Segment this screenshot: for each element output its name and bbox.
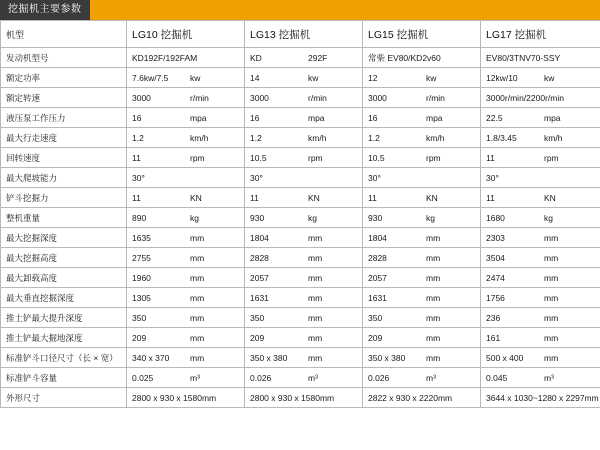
value: 350 [368, 312, 383, 323]
value: 0.045 [486, 372, 508, 383]
value: 16 [132, 112, 142, 123]
cell-value [363, 188, 481, 208]
value: 30° [250, 172, 263, 183]
cell-value [127, 388, 245, 408]
unit: m³ [190, 372, 200, 383]
value: 10.5 [368, 152, 385, 163]
table-row [1, 208, 600, 228]
value: 常柴 EV80/KD2v60 [368, 52, 441, 63]
row-label: 回转速度 [1, 148, 127, 168]
cell-value [245, 68, 363, 88]
value: 16 [368, 112, 378, 123]
value: 1631 [250, 292, 269, 303]
unit: mm [308, 252, 323, 263]
cell-value [363, 348, 481, 368]
cell-value [481, 388, 600, 408]
table-row [1, 308, 600, 328]
value: KD192F/192FAM [132, 52, 198, 63]
cell-value [127, 208, 245, 228]
table-row [1, 328, 600, 348]
cell-value [127, 328, 245, 348]
value: 2303 [486, 232, 505, 243]
value: 11 [368, 192, 377, 203]
row-label-header: 机型 [1, 21, 127, 48]
cell-value [363, 168, 481, 188]
row-label: 标准铲斗口径尺寸（长 × 宽） [1, 348, 127, 368]
cell-value [245, 188, 363, 208]
spec-table-body [1, 21, 600, 408]
cell-value [127, 68, 245, 88]
cell-value [363, 328, 481, 348]
unit: mpa [190, 112, 207, 123]
unit: mm [426, 272, 441, 283]
value: 340 x 370 [132, 352, 170, 363]
row-label: 最大卸载高度 [1, 268, 127, 288]
value: 350 [132, 312, 147, 323]
table-row [1, 108, 600, 128]
cell-value [363, 368, 481, 388]
cell-value [481, 188, 600, 208]
cell-value [481, 228, 600, 248]
row-label: 最大挖掘高度 [1, 248, 127, 268]
cell-value [481, 368, 600, 388]
row-label: 额定功率 [1, 68, 127, 88]
value: 16 [250, 112, 260, 123]
unit: r/min [426, 92, 445, 103]
row-label: 最大挖掘深度 [1, 228, 127, 248]
unit: kg [190, 212, 199, 223]
cell-value [363, 308, 481, 328]
cell-value [481, 128, 600, 148]
value: 1631 [368, 292, 387, 303]
row-label: 额定转速 [1, 88, 127, 108]
value: 30° [486, 172, 499, 183]
table-row [1, 248, 600, 268]
cell-value [481, 168, 600, 188]
value: 1756 [486, 292, 505, 303]
cell-value [127, 248, 245, 268]
table-row [1, 268, 600, 288]
row-label: 铲斗挖掘力 [1, 188, 127, 208]
row-label: 标准铲斗容量 [1, 368, 127, 388]
cell-value [481, 328, 600, 348]
value: 12kw/10 [486, 72, 518, 83]
cell-value [481, 268, 600, 288]
cell-value [245, 48, 363, 68]
header-accent-bar [90, 0, 600, 20]
cell-value [127, 288, 245, 308]
cell-value [245, 168, 363, 188]
unit: mm [426, 232, 441, 243]
value: 2828 [368, 252, 387, 263]
unit: mm [544, 292, 559, 303]
value: 350 x 380 [250, 352, 288, 363]
unit: kg [308, 212, 317, 223]
unit: mm [190, 272, 205, 283]
unit: mpa [308, 112, 325, 123]
cell-value [363, 148, 481, 168]
table-row [1, 68, 600, 88]
cell-value [481, 48, 600, 68]
unit: mm [544, 252, 559, 263]
page-header [0, 0, 600, 20]
value: 1.2 [250, 132, 262, 143]
cell-value [245, 388, 363, 408]
unit: mm [190, 232, 205, 243]
value: 2800 x 930 x 1580mm [132, 392, 217, 403]
unit: kw [544, 72, 555, 83]
cell-value [481, 288, 600, 308]
unit: rpm [190, 152, 205, 163]
cell-value [245, 108, 363, 128]
cell-value [245, 148, 363, 168]
unit: km/h [190, 132, 209, 143]
unit: mm [308, 312, 323, 323]
value: 0.026 [250, 372, 272, 383]
cell-value [245, 248, 363, 268]
cell-value [481, 68, 600, 88]
unit: mm [308, 292, 323, 303]
cell-value [127, 48, 245, 68]
cell-value [127, 268, 245, 288]
cell-value [245, 88, 363, 108]
cell-value [363, 88, 481, 108]
value: 30° [368, 172, 381, 183]
unit: r/min [190, 92, 209, 103]
value: 350 [250, 312, 265, 323]
value: 2474 [486, 272, 505, 283]
value: 1.2 [368, 132, 380, 143]
cell-value [245, 128, 363, 148]
value: 11 [250, 192, 259, 203]
unit: rpm [308, 152, 323, 163]
unit: mm [308, 232, 323, 243]
value: 7.6kw/7.5 [132, 72, 169, 83]
value: 350 x 380 [368, 352, 406, 363]
table-header-row [1, 21, 600, 48]
unit: mm [308, 332, 323, 343]
value: 2057 [250, 272, 269, 283]
row-label: 整机重量 [1, 208, 127, 228]
unit: mpa [544, 112, 561, 123]
row-label: 推土铲最大掘地深度 [1, 328, 127, 348]
unit: rpm [426, 152, 441, 163]
table-row [1, 168, 600, 188]
unit: mm [544, 232, 559, 243]
unit: KN [544, 192, 556, 203]
row-label: 最大爬坡能力 [1, 168, 127, 188]
cell-value [127, 108, 245, 128]
unit: kg [544, 212, 553, 223]
unit: m³ [426, 372, 436, 383]
cell-value [481, 108, 600, 128]
value: 209 [368, 332, 383, 343]
cell-value [481, 88, 600, 108]
unit: mm [190, 312, 205, 323]
value: 1305 [132, 292, 151, 303]
unit: KN [308, 192, 320, 203]
unit: km/h [544, 132, 563, 143]
cell-value [245, 368, 363, 388]
cell-value [245, 308, 363, 328]
cell-value [363, 248, 481, 268]
cell-value [363, 48, 481, 68]
row-label: 外形尺寸 [1, 388, 127, 408]
value: 3644 x 1030~1280 x 2297mm [486, 392, 599, 403]
cell-value [245, 228, 363, 248]
value: 2822 x 930 x 2220mm [368, 392, 453, 403]
value: 236 [486, 312, 501, 323]
value: 30° [132, 172, 145, 183]
unit: mm [190, 352, 205, 363]
unit: mm [308, 352, 323, 363]
cell-value [127, 308, 245, 328]
value: 3000 [132, 92, 151, 103]
table-row [1, 48, 600, 68]
spec-table [0, 20, 600, 408]
table-row [1, 288, 600, 308]
table-row [1, 348, 600, 368]
unit: mm [426, 312, 441, 323]
cell-value [481, 148, 600, 168]
value: 11 [132, 152, 141, 163]
unit: mm [544, 332, 559, 343]
unit: KN [426, 192, 438, 203]
cell-value [481, 348, 600, 368]
value: 3504 [486, 252, 505, 263]
value: 14 [250, 72, 260, 83]
value: 1804 [250, 232, 269, 243]
table-row [1, 188, 600, 208]
value: 3000 [368, 92, 387, 103]
value: 1.2 [132, 132, 144, 143]
value: 0.026 [368, 372, 390, 383]
cell-value [245, 348, 363, 368]
value: 10.5 [250, 152, 267, 163]
value: 209 [132, 332, 147, 343]
spec-table-wrap [0, 20, 600, 408]
cell-value [127, 348, 245, 368]
table-row [1, 388, 600, 408]
unit: mm [190, 252, 205, 263]
unit: mm [544, 272, 559, 283]
row-label: 最大垂直挖掘深度 [1, 288, 127, 308]
unit: kw [308, 72, 319, 83]
model-header-3: LG17 挖掘机 [481, 21, 600, 48]
value: 1680 [486, 212, 505, 223]
value: 11 [132, 192, 141, 203]
unit: mm [426, 352, 441, 363]
value: EV80/3TNV70-SSY [486, 52, 561, 63]
unit: mm [544, 312, 559, 323]
unit: km/h [308, 132, 327, 143]
value: 22.5 [486, 112, 503, 123]
table-row [1, 128, 600, 148]
unit: r/min [308, 92, 327, 103]
table-row [1, 88, 600, 108]
cell-value [481, 248, 600, 268]
cell-value [127, 128, 245, 148]
cell-value [127, 148, 245, 168]
cell-value [245, 328, 363, 348]
value: 11 [486, 192, 495, 203]
cell-value [363, 108, 481, 128]
value: 3000r/min/2200r/min [486, 92, 564, 103]
cell-value [245, 268, 363, 288]
value: 2755 [132, 252, 151, 263]
cell-value [127, 368, 245, 388]
value: KD [250, 52, 262, 63]
cell-value [127, 88, 245, 108]
value: 2828 [250, 252, 269, 263]
value: 500 x 400 [486, 352, 524, 363]
value: 930 [250, 212, 265, 223]
unit: mm [426, 292, 441, 303]
unit: kw [426, 72, 437, 83]
cell-value [363, 128, 481, 148]
cell-value [245, 288, 363, 308]
unit: mm [308, 272, 323, 283]
unit: km/h [426, 132, 445, 143]
value: 930 [368, 212, 383, 223]
value: 11 [486, 152, 495, 163]
unit: mpa [426, 112, 443, 123]
value: 1.8/3.45 [486, 132, 517, 143]
model-header-2: LG15 挖掘机 [363, 21, 481, 48]
value: 209 [250, 332, 265, 343]
cell-value [481, 208, 600, 228]
page-title: 挖掘机主要参数 [0, 0, 90, 20]
row-label: 液压泵工作压力 [1, 108, 127, 128]
cell-value [363, 68, 481, 88]
cell-value [363, 208, 481, 228]
value: 0.025 [132, 372, 154, 383]
cell-value [127, 168, 245, 188]
unit: KN [190, 192, 202, 203]
value: 2057 [368, 272, 387, 283]
cell-value [127, 228, 245, 248]
unit: mm [544, 352, 559, 363]
table-row [1, 368, 600, 388]
value: 3000 [250, 92, 269, 103]
cell-value [127, 188, 245, 208]
value: 12 [368, 72, 378, 83]
unit: mm [426, 332, 441, 343]
row-label: 发动机型号 [1, 48, 127, 68]
value: 1635 [132, 232, 151, 243]
unit: m³ [544, 372, 554, 383]
unit: m³ [308, 372, 318, 383]
cell-value [363, 288, 481, 308]
cell-value [245, 208, 363, 228]
model-header-1: LG13 挖掘机 [245, 21, 363, 48]
unit: kg [426, 212, 435, 223]
model-header-0: LG10 挖掘机 [127, 21, 245, 48]
value: 161 [486, 332, 501, 343]
cell-value [363, 388, 481, 408]
table-row [1, 228, 600, 248]
cell-value [481, 308, 600, 328]
unit: kw [190, 72, 201, 83]
unit: mm [190, 332, 205, 343]
unit: 292F [308, 52, 328, 63]
cell-value [363, 268, 481, 288]
cell-value [363, 228, 481, 248]
unit: rpm [544, 152, 559, 163]
row-label: 最大行走速度 [1, 128, 127, 148]
value: 1804 [368, 232, 387, 243]
row-label: 推土铲最大提升深度 [1, 308, 127, 328]
table-row [1, 148, 600, 168]
unit: mm [190, 292, 205, 303]
unit: mm [426, 252, 441, 263]
value: 2800 x 930 x 1580mm [250, 392, 335, 403]
value: 1960 [132, 272, 151, 283]
value: 890 [132, 212, 147, 223]
